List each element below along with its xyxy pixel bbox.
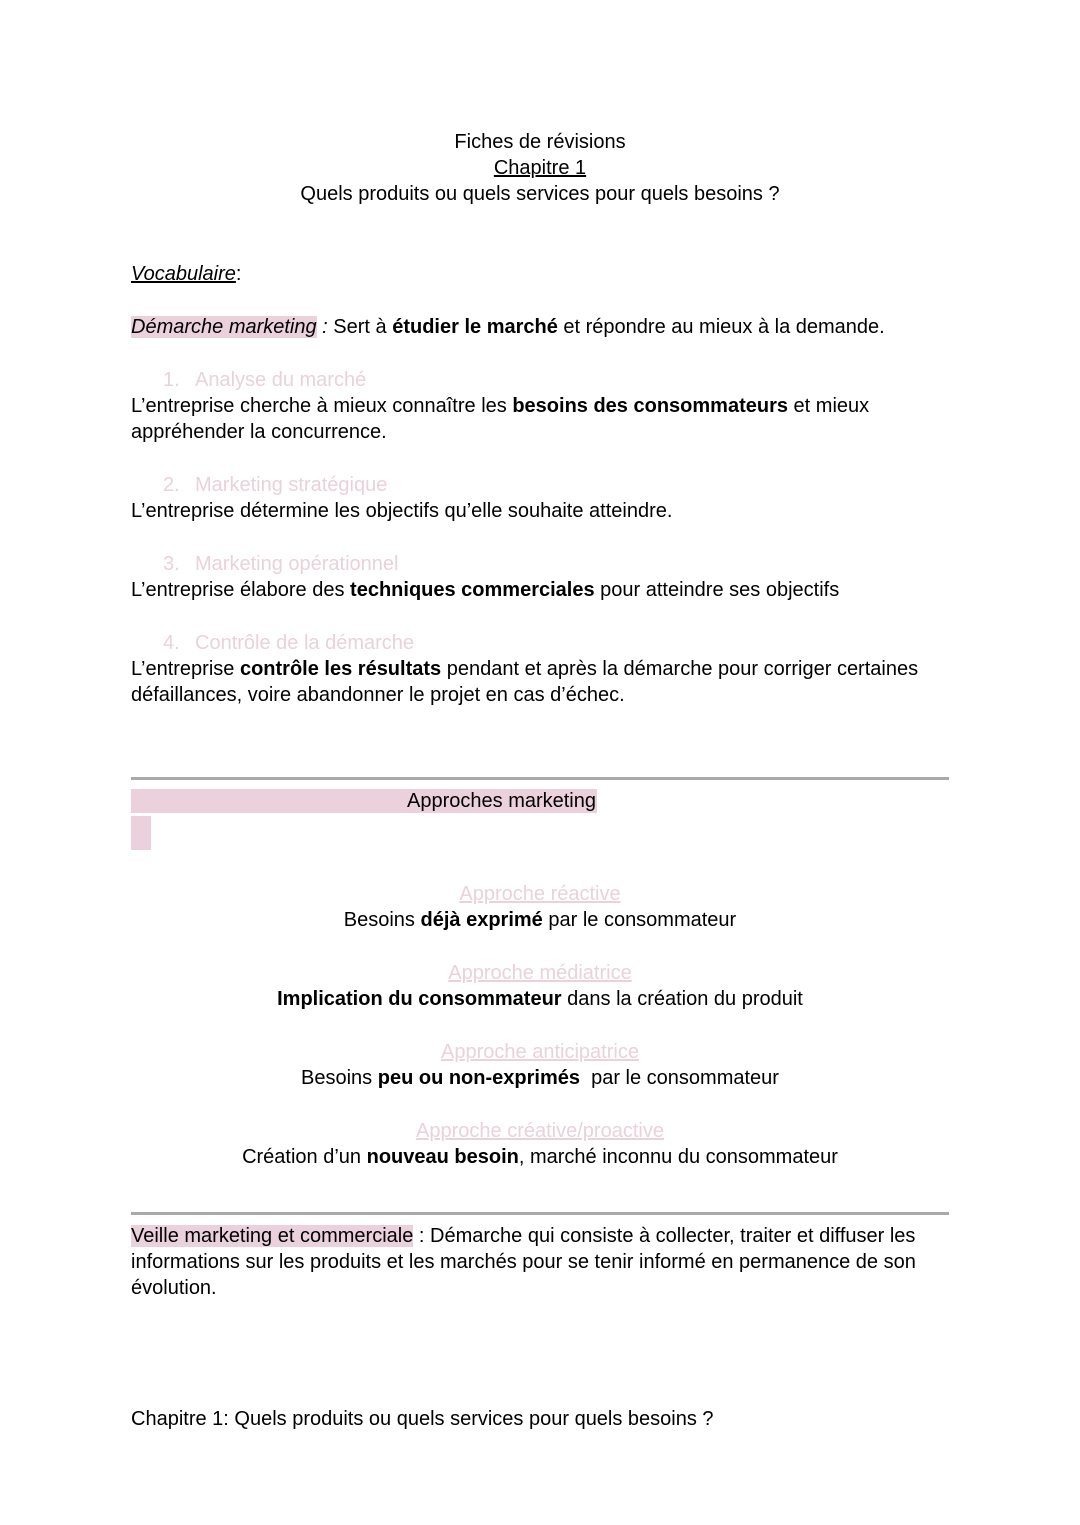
- approach-1-desc: [0, 907, 1080, 933]
- step-1-line2: appréhender la concurrence.: [131, 421, 387, 443]
- demarche-definition: [131, 314, 885, 340]
- approach-2-text-b: Implication du consommateur: [277, 988, 562, 1010]
- vocab-heading: [131, 261, 241, 287]
- step-4-text-b: contrôle les résultats: [239, 658, 442, 680]
- approach-4-text-a: Création d’un: [242, 1146, 367, 1168]
- highlight-block: [131, 816, 151, 850]
- section-divider-bottom: [131, 1212, 949, 1215]
- approach-3-title: Approche anticipatrice: [441, 1041, 639, 1063]
- approach-2-text-c: dans la création du produit: [561, 988, 803, 1010]
- step-1-label: Analyse du marché: [195, 369, 367, 391]
- veille-line3: évolution.: [131, 1277, 217, 1299]
- veille-line1: [131, 1223, 915, 1249]
- step-3-num: 3.: [163, 553, 180, 575]
- step-4-line2: défaillances, voire abandonner le projet en cas d’échec.: [131, 684, 625, 706]
- approach-1-text-b: déjà exprimé: [420, 909, 543, 931]
- demarche-bold: étudier le marché: [392, 316, 558, 338]
- step-2-line1: L’entreprise détermine les objectifs qu’elle souhaite atteindre.: [131, 500, 673, 522]
- veille-line2: informations sur les produits et les marchés pour se tenir informé en permanence de son: [131, 1251, 916, 1273]
- approach-4-text-b: nouveau besoin: [366, 1146, 519, 1168]
- step-4-text-a: L’entreprise: [131, 658, 240, 680]
- approach-2-title: Approche médiatrice: [448, 962, 632, 984]
- veille-term: Veille marketing et commerciale: [131, 1225, 414, 1247]
- step-3-label: Marketing opérationnel: [195, 553, 399, 575]
- step-2-label: Marketing stratégique: [195, 474, 388, 496]
- step-3-text-a: L’entreprise élabore des: [131, 579, 351, 601]
- approaches-heading: [131, 788, 597, 814]
- step-3-title: [163, 551, 398, 577]
- approach-3-desc: [0, 1065, 1080, 1091]
- step-2-num: 2.: [163, 474, 180, 496]
- approach-1-text-c: par le consommateur: [542, 909, 737, 931]
- demarche-sep: :: [316, 316, 334, 338]
- approach-4-title: Approche créative/proactive: [416, 1120, 664, 1142]
- vocab-colon: :: [235, 263, 242, 285]
- chapter-heading: [0, 155, 1080, 181]
- approach-3-text-a: Besoins: [301, 1067, 378, 1089]
- approach-3-text-b: peu ou non-exprimés: [377, 1067, 580, 1089]
- step-1-text-b: besoins des consommateurs: [512, 395, 788, 417]
- demarche-term: Démarche marketing: [131, 316, 317, 338]
- approach-1-text-a: Besoins: [343, 909, 421, 931]
- step-3-line1: [131, 577, 839, 603]
- demarche-text2: et répondre au mieux à la demande.: [557, 316, 885, 338]
- step-4-label: Contrôle de la démarche: [195, 632, 415, 654]
- step-1-line1: [131, 393, 869, 419]
- doc-title: Fiches de révisions: [454, 131, 626, 153]
- step-3-text-b: techniques commerciales: [350, 579, 595, 601]
- approach-4-desc: [0, 1144, 1080, 1170]
- step-4-line1: [131, 656, 918, 682]
- approach-3-text-c: par le consommateur: [579, 1067, 779, 1089]
- approach-2-desc: [0, 986, 1080, 1012]
- step-1-num: 1.: [163, 369, 180, 391]
- step-2-title: [163, 472, 387, 498]
- step-4-title: [163, 630, 414, 656]
- vocab-heading-text: Vocabulaire: [131, 263, 236, 285]
- approach-1-title: Approche réactive: [459, 883, 621, 905]
- chapter-label: Chapitre 1: [493, 157, 587, 179]
- approaches-heading-text: Approches marketing: [407, 790, 596, 812]
- veille-text1: : Démarche qui consiste à collecter, traiter et diffuser les: [413, 1225, 916, 1247]
- step-1-title: [163, 367, 366, 393]
- step-1-text-a: L’entreprise cherche à mieux connaître les: [131, 395, 513, 417]
- step-3-text-c: pour atteindre ses objectifs: [594, 579, 840, 601]
- demarche-text1: Sert à: [333, 316, 393, 338]
- step-1-text-c: et mieux: [787, 395, 870, 417]
- footer-chapter: Chapitre 1: Quels produits ou quels services pour quels besoins ?: [131, 1408, 714, 1430]
- step-4-text-c: pendant et après la démarche pour corriger certaines: [441, 658, 919, 680]
- approach-4-text-c: , marché inconnu du consommateur: [518, 1146, 838, 1168]
- section-divider-top: [131, 777, 949, 780]
- chapter-question: Quels produits ou quels services pour quels besoins ?: [300, 183, 780, 205]
- step-4-num: 4.: [163, 632, 180, 654]
